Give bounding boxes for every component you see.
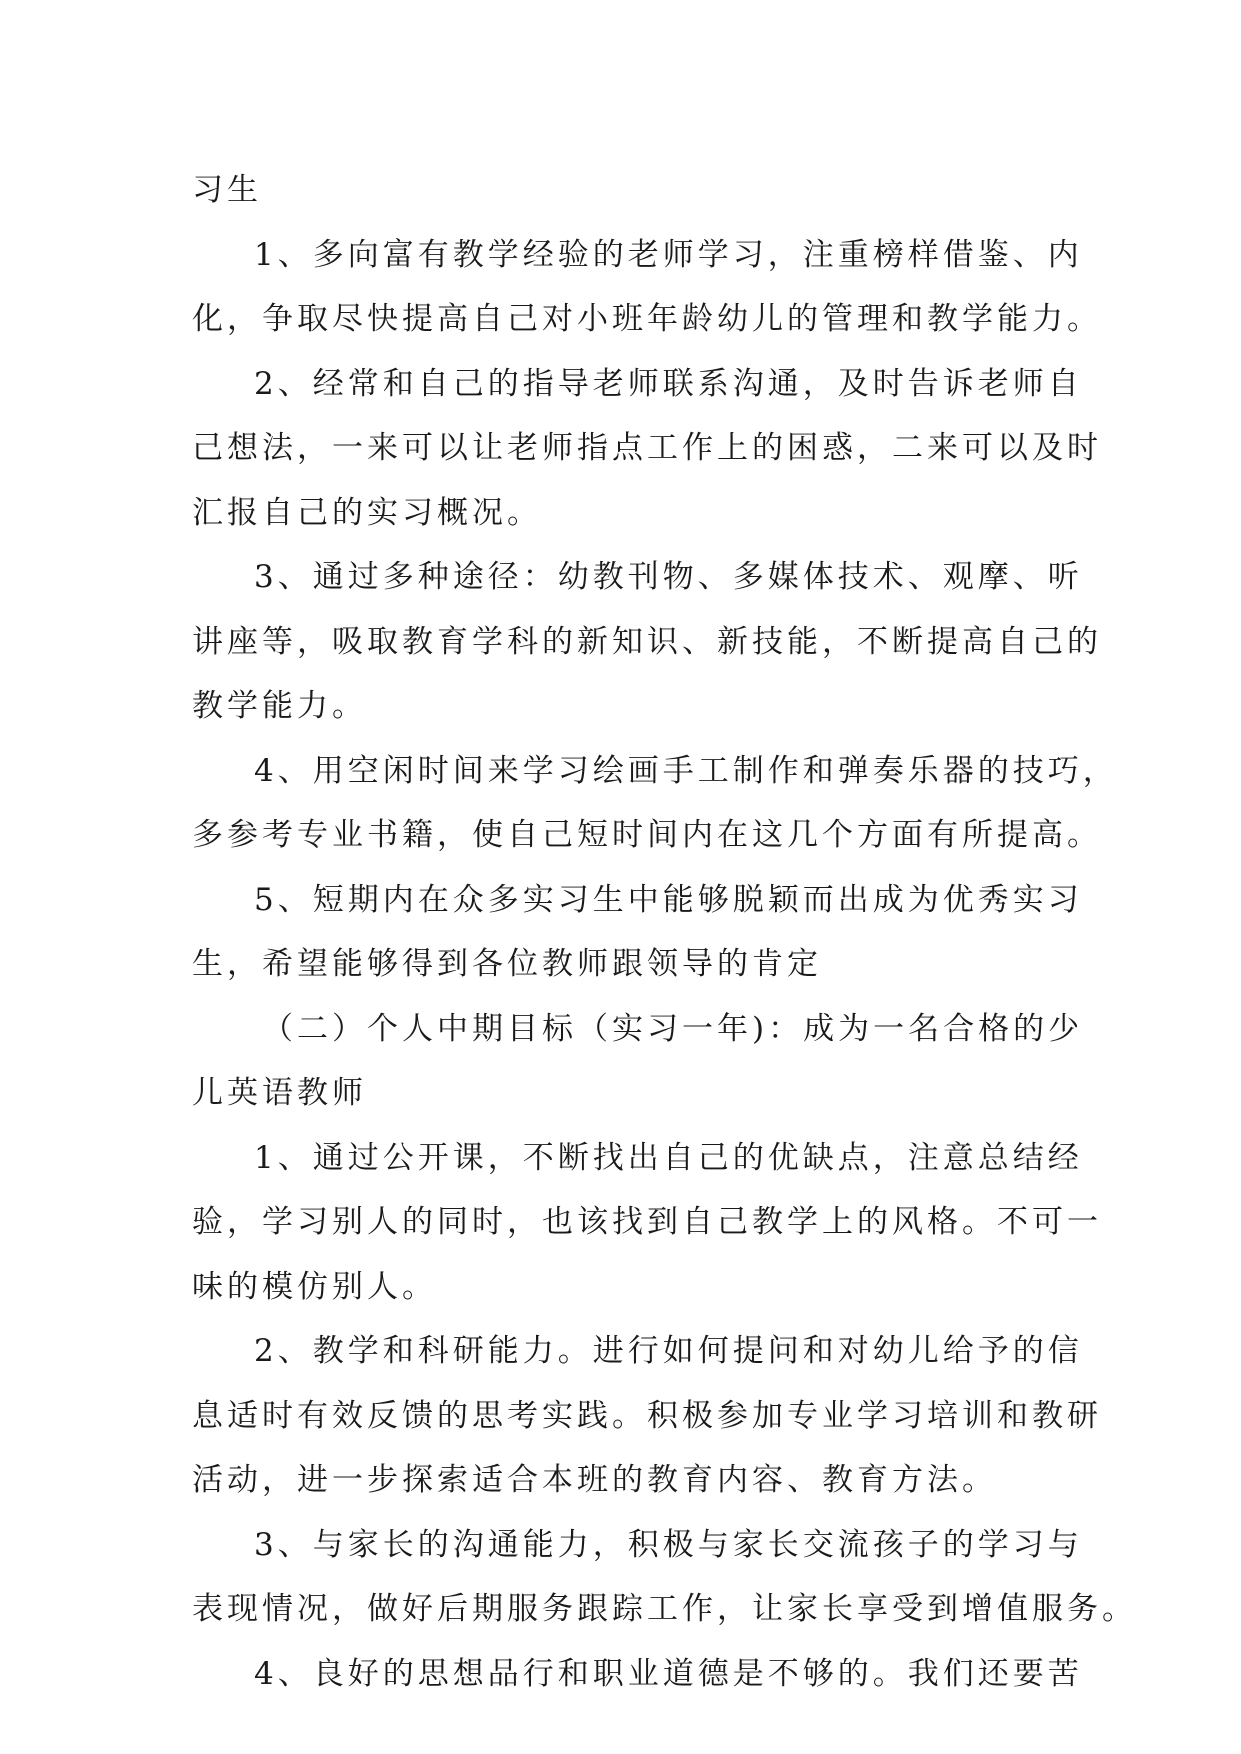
list-item-2-cont: 汇报自己的实习概况。 xyxy=(192,494,542,531)
list-item-2-cont: 息适时有效反馈的思考实践。积极参加专业学习培训和教研 xyxy=(192,1397,1102,1434)
list-item-5-start: 5、短期内在众多实习生中能够脱颖而出成为优秀实习 xyxy=(254,881,1083,918)
list-item-3-start: 3、通过多种途径：幼教刊物、多媒体技术、观摩、听 xyxy=(254,559,1083,595)
list-item-2-cont: 己想法，一来可以让老师指点工作上的困惑，二来可以及时 xyxy=(192,430,1102,466)
list-item-2-cont: 活动，进一步探索适合本班的教育内容、教育方法。 xyxy=(192,1462,997,1498)
section-heading-start: （二）个人中期目标（实习一年)：成为一名合格的少 xyxy=(262,1010,1084,1047)
list-item-3-cont: 教学能力。 xyxy=(192,688,367,724)
list-item-1-cont: 化，争取尽快提高自己对小班年龄幼儿的管理和教学能力。 xyxy=(192,301,1102,337)
list-item-2-start: 2、教学和科研能力。进行如何提问和对幼儿给予的信 xyxy=(254,1333,1083,1369)
list-item-3-start: 3、与家长的沟通能力，积极与家长交流孩子的学习与 xyxy=(254,1526,1083,1563)
list-item-3-cont: 讲座等，吸取教育学科的新知识、新技能，不断提高自己的 xyxy=(192,623,1102,660)
list-item-2-start: 2、经常和自己的指导老师联系沟通，及时告诉老师自 xyxy=(254,365,1083,402)
section-heading-cont: 儿英语教师 xyxy=(192,1075,367,1111)
text-line-continuation: 习生 xyxy=(192,172,262,208)
list-item-1-cont: 验，学习别人的同时，也该找到自己教学上的风格。不可一 xyxy=(192,1204,1102,1240)
list-item-1-start: 1、通过公开课，不断找出自己的优缺点，注意总结经 xyxy=(254,1139,1083,1176)
list-item-4-start: 4、用空闲时间来学习绘画手工制作和弹奏乐器的技巧， xyxy=(254,752,1118,789)
list-item-4-start: 4、良好的思想品行和职业道德是不够的。我们还要苦 xyxy=(254,1655,1083,1692)
document-body xyxy=(192,158,1137,1706)
list-item-1-start: 1、多向富有教学经验的老师学习，注重榜样借鉴、内 xyxy=(254,236,1083,273)
list-item-1-cont: 味的模仿别人。 xyxy=(192,1268,437,1305)
list-item-5-cont: 生，希望能够得到各位教师跟领导的肯定 xyxy=(192,946,822,982)
list-item-4-cont: 多参考专业书籍，使自己短时间内在这几个方面有所提高。 xyxy=(192,817,1102,853)
list-item-3-cont: 表现情况，做好后期服务跟踪工作，让家长享受到增值服务。 xyxy=(192,1591,1137,1627)
